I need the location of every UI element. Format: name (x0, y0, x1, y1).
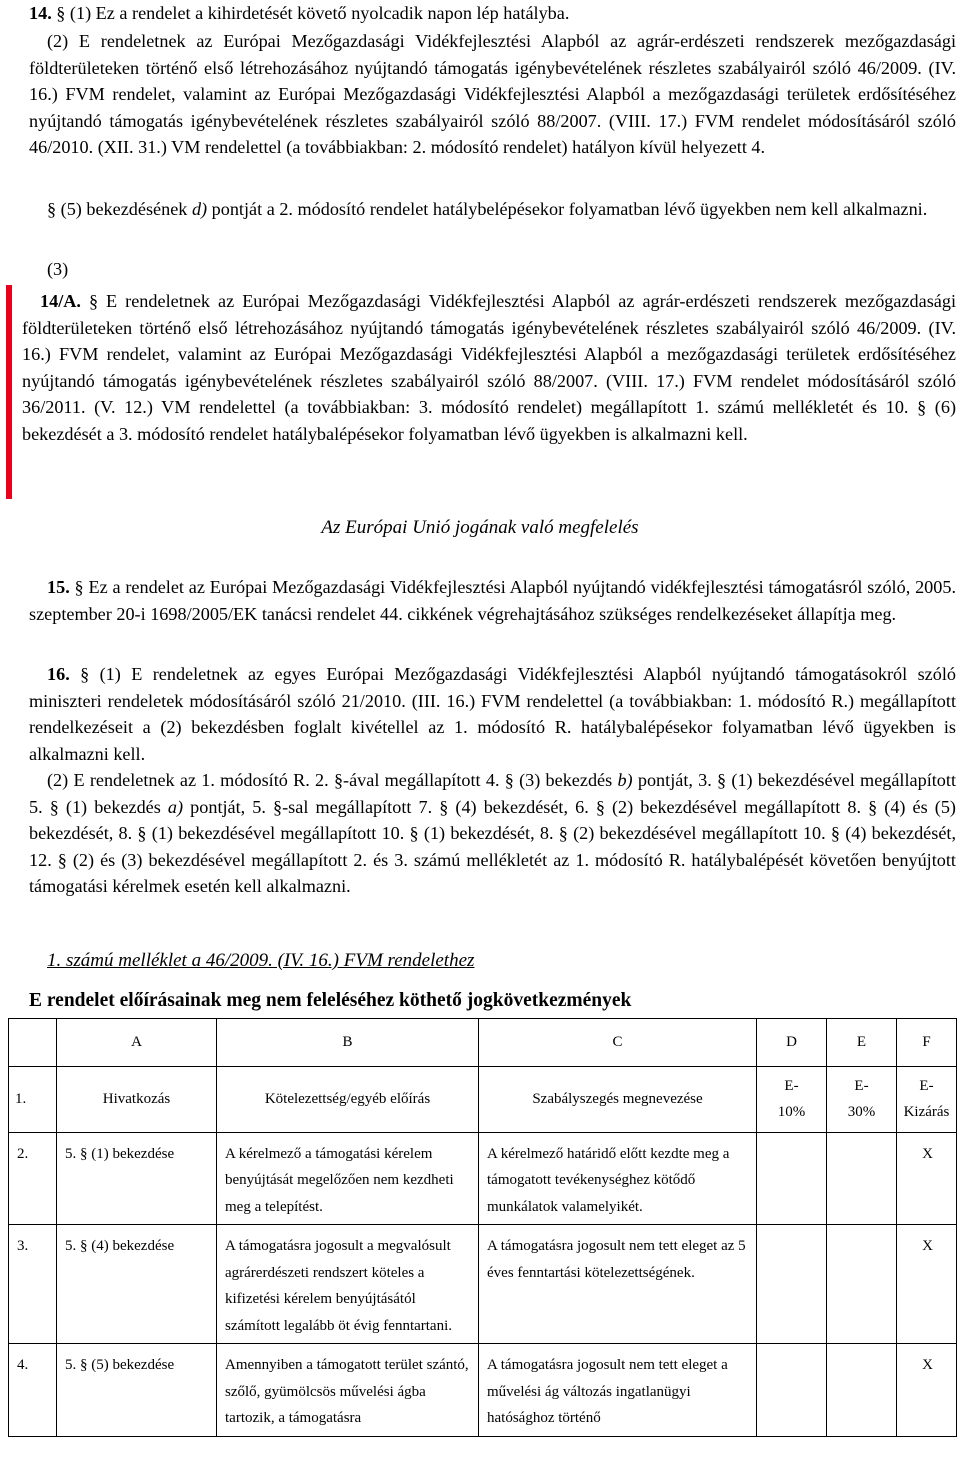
table-row (9, 1132, 957, 1225)
header-kizaras: E- Kizárás (897, 1066, 957, 1132)
cell-szabalyszeges: A kérelmező határidő előtt kezdte meg a támogatott tevékenységhez kötődő munkálatok valamelyikét. (479, 1132, 757, 1225)
paragraph-14-1 (29, 0, 956, 27)
point-letter: d) (191, 199, 208, 219)
header-e30: E- 30% (827, 1066, 897, 1132)
row-number: 1. (9, 1066, 57, 1132)
cell-e10 (757, 1225, 827, 1344)
paragraph-text: § E rendeletnek az Európai Mezőgazdasági Vidékfejlesztési Alapból az agrár-erdészeti rendszerek mezőgazdasági földterületeken történő első létrehozásához nyújtandó támogatás igénybevételének részletes szabályairól szóló 46/2009. (IV. 16.) FVM rendelet, valamint az Európai Mezőgazdasági Vidékfejlesztési Alapból a mezőgazdasági területek erdősítéséhez nyújtandó támogatás igénybevételének részletes szabályairól szóló 88/2007. (VIII. 17.) FVM rendelet módosításáról szóló 36/2011. (V. 12.) VM rendelettel (a továbbiakban: 3. módosító rendelet) megállapított 1. számú mellékletét és 10. § (6) bekezdését a 3. módosító rendelet hatálybalépésekor folyamatban lévő ügyekben is alkalmazni kell. (22, 291, 956, 444)
section-number: 14. (29, 3, 52, 23)
column-letter-row (9, 1019, 957, 1067)
section-number: 15. (47, 577, 70, 597)
column-letter: B (217, 1019, 479, 1067)
consequences-table (8, 1018, 957, 1437)
cell-szabalyszeges: A támogatásra jogosult nem tett eleget az 5 éves fenntartási kötelezettségének. (479, 1225, 757, 1344)
cell-kotelezettseg: A támogatásra jogosult a megvalósult agrárerdészeti rendszert köteles a kifizetési kérelem benyújtásától számított legalább öt évig fenntartani. (217, 1225, 479, 1344)
cell-hivatkozas: 5. § (4) bekezdése (57, 1225, 217, 1344)
paragraph-14-2-cont (29, 196, 956, 223)
point-letter: b) (617, 770, 633, 790)
table-header-row (9, 1066, 957, 1132)
row-number: 3. (9, 1225, 57, 1344)
paragraph-15 (29, 574, 956, 627)
paragraph-16-1 (29, 661, 956, 767)
table-row (9, 1344, 957, 1437)
cell-e30 (827, 1344, 897, 1437)
paragraph-text: § Ez a rendelet az Európai Mezőgazdasági Vidékfejlesztési Alapból nyújtandó vidékfejlesztési támogatásról szóló, 2005. szeptember 20-i 1698/2005/EK tanácsi rendelet 44. cikkének végrehajtásához szükséges rendelkezéseket állapítja meg. (29, 577, 956, 624)
cell-e30 (827, 1132, 897, 1225)
cell-kizaras: X (897, 1225, 957, 1344)
header-szabalyszeges: Szabályszegés megnevezése (479, 1066, 757, 1132)
header-e10: E- 10% (757, 1066, 827, 1132)
row-number: 4. (9, 1344, 57, 1437)
cell-kizaras: X (897, 1344, 957, 1437)
cell-e10 (757, 1132, 827, 1225)
text-fragment: (2) E rendeletnek az 1. módosító R. 2. §-ával megállapított 4. § (3) bekezdés (47, 770, 618, 790)
column-letter: F (897, 1019, 957, 1067)
column-letter: C (479, 1019, 757, 1067)
cell-kotelezettseg: A kérelmező a támogatási kérelem benyújtását megelőzően nem kezdheti meg a telepítést. (217, 1132, 479, 1225)
text-fragment: pontját a 2. módosító rendelet hatálybelépésekor folyamatban lévő ügyekben nem kell alkalmazni. (207, 199, 928, 219)
change-marker-bar (6, 285, 12, 499)
cell-hivatkozas: 5. § (1) bekezdése (57, 1132, 217, 1225)
header-kotelezettseg: Kötelezettség/egyéb előírás (217, 1066, 479, 1132)
text-fragment: § (5) bekezdésének (47, 199, 192, 219)
annex-heading: E rendelet előírásainak meg nem feleléséhez köthető jogkövetkezmények (29, 990, 632, 1011)
cell-kizaras: X (897, 1132, 957, 1225)
paragraph-14-2: (2) E rendeletnek az Európai Mezőgazdasági Vidékfejlesztési Alapból az agrár-erdészeti rendszerek mezőgazdasági földterületeken történő első létrehozásához nyújtandó támogatás igénybevételének részletes szabályairól szóló 46/2009. (IV. 16.) FVM rendelet, valamint az Európai Mezőgazdasági Vidékfejlesztési Alapból a mezőgazdasági területek erdősítéséhez nyújtandó támogatás igénybevételének részletes szabályairól szóló 88/2007. (VIII. 17.) FVM rendelet módosításáról szóló 46/2010. (XII. 31.) VM rendelettel (a továbbiakban: 2. módosító rendelet) hatályon kívül helyezett 4. (29, 31, 956, 157)
cell-szabalyszeges: A támogatásra jogosult nem tett eleget a művelési ág változás ingatlanügyi hatósághoz történő (479, 1344, 757, 1437)
cell-e30 (827, 1225, 897, 1344)
section-title-eu: Az Európai Unió jogának való megfelelés (321, 517, 639, 538)
row-number: 2. (9, 1132, 57, 1225)
paragraph-14a (22, 288, 956, 447)
annex-link[interactable]: 1. számú melléklet a 46/2009. (IV. 16.) FVM rendelethez (47, 950, 475, 971)
column-letter: A (57, 1019, 217, 1067)
cell-hivatkozas: 5. § (5) bekezdése (57, 1344, 217, 1437)
section-number: 14/A. (40, 291, 81, 311)
corner-cell (9, 1019, 57, 1067)
table-row (9, 1225, 957, 1344)
column-letter: E (827, 1019, 897, 1067)
column-letter: D (757, 1019, 827, 1067)
paragraph-text: § (1) Ez a rendelet a kihirdetését követő nyolcadik napon lép hatályba. (51, 3, 570, 23)
paragraph-16-2 (29, 767, 956, 900)
paragraph-14-3: (3) (47, 259, 69, 279)
paragraph-text: § (1) E rendeletnek az egyes Európai Mezőgazdasági Vidékfejlesztési Alapból nyújtandó támogatásokról szóló miniszteri rendeletek módosításáról szóló 21/2010. (III. 16.) FVM rendelettel (a továbbiakban: 1. módosító R.) megállapított rendelkezéseit a (2) bekezdésben foglalt kivétellel az 1. módosító R. hatálybalépésekor folyamatban lévő ügyekben is alkalmazni kell. (29, 664, 956, 764)
text-fragment: pontját, 5. §-sal megállapított 7. § (4) bekezdését, 6. § (2) bekezdésével megállapított 8. § (4) és (5) bekezdését, 8. § (1) bekezdésével megállapított 10. § (1) bekezdését, 8. § (2) bekezdésével megállapított 10. § (4) bekezdését, 12. § (2) és (3) bekezdésével megállapított 2. és 3. számú mellékletét az 1. módosító R. hatálybalépését követően benyújtott támogatási kérelmek esetén kell alkalmazni. (29, 796, 956, 896)
text-fragment: pontját, 3. § (1) bekezdésével megállapított 5. § (1) bekezdés (29, 770, 957, 817)
point-letter: a) (167, 796, 184, 817)
section-number: 16. (47, 664, 70, 684)
header-hivatkozas: Hivatkozás (57, 1066, 217, 1132)
cell-e10 (757, 1344, 827, 1437)
cell-kotelezettseg: Amennyiben a támogatott terület szántó, szőlő, gyümölcsös művelési ágba tartozik, a támogatásra (217, 1344, 479, 1437)
